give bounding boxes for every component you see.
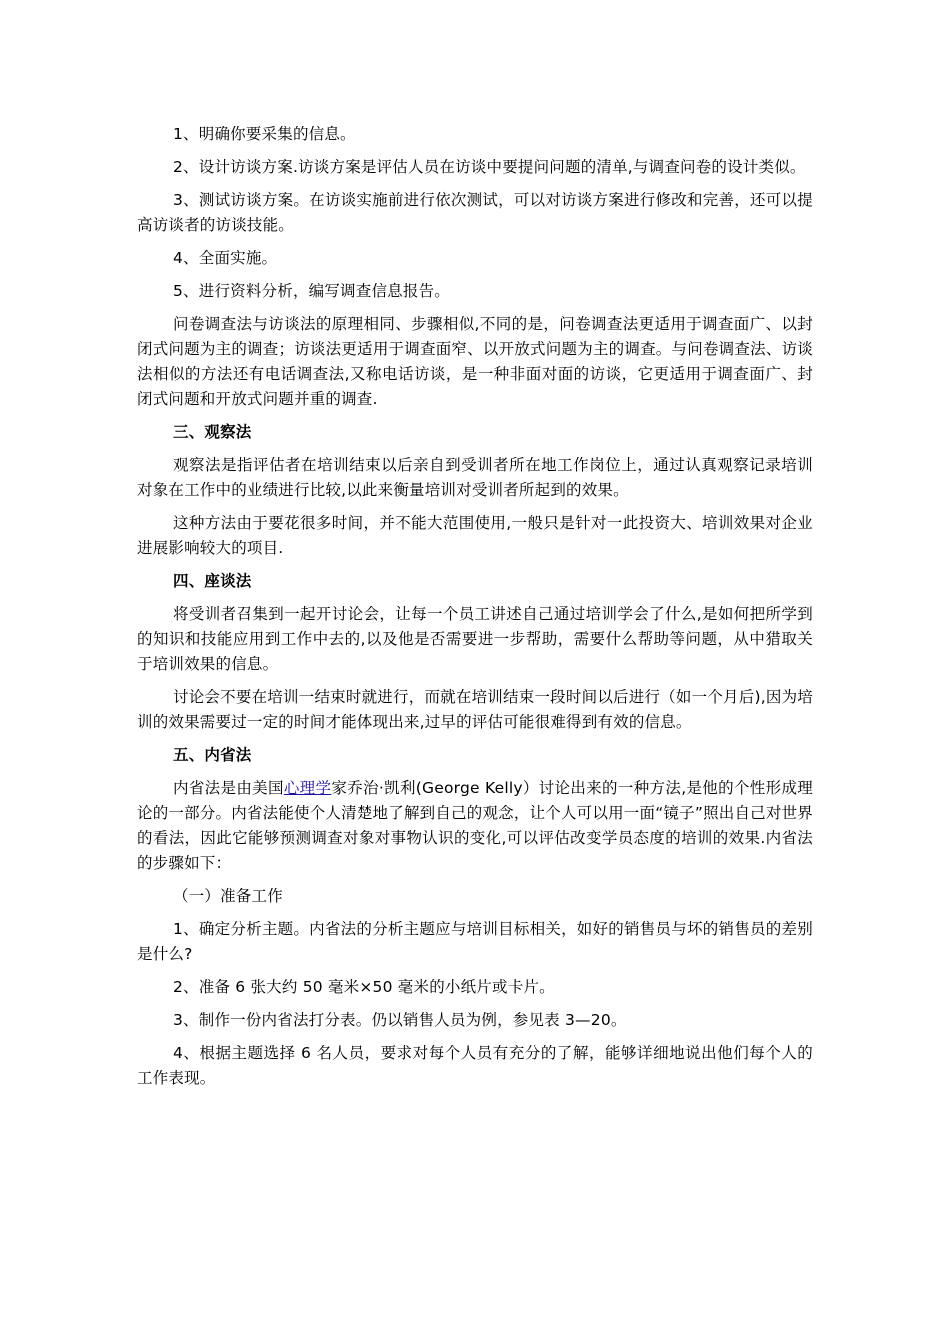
discussion-definition-paragraph: 将受训者召集到一起开讨论会，让每一个员工讲述自己通过培训学会了什么,是如何把所学到的知识和技能应用到工作中去的,以及他是否需要进一步帮助，需要什么帮助等问题，从中猎取关于培训效果的信息。	[137, 605, 813, 673]
introspection-text-rest: 家乔治·凯利(George Kelly）讨论出来的一种方法,是他的个性形成理论的一部分。内省法能使个人清楚地了解到自己的观念，让个人可以用一面“镜子”照出自己对世界的看法，因此它能够预测调查对象对事物认识的变化,可以评估改变学员态度的培训的效果.内省法的步骤如下：	[137, 779, 813, 872]
discussion-timing-paragraph: 讨论会不要在培训一结束时就进行，而就在培训结束一段时间以后进行（如一个月后),因为培训的效果需要过一定的时间才能体现出来,过早的评估可能很难得到有效的信息。	[137, 688, 813, 731]
prep-step-3-paragraph: 3、制作一份内省法打分表。仍以销售人员为例，参见表 3—20。	[173, 1011, 627, 1029]
step-1-paragraph: 1、明确你要采集的信息。	[173, 125, 356, 143]
psychology-link[interactable]: 心理学	[283, 779, 332, 797]
step-5-paragraph: 5、进行资料分析，编写调查信息报告。	[173, 282, 450, 300]
subsection-heading-preparation: （一）准备工作	[173, 887, 283, 905]
section-heading-introspection: 五、内省法	[173, 746, 252, 764]
prep-step-2-paragraph: 2、准备 6 张大约 50 毫米×50 毫米的小纸片或卡片。	[173, 978, 555, 996]
observation-definition-paragraph: 观察法是指评估者在培训结束以后亲自到受训者所在地工作岗位上，通过认真观察记录培训对象在工作中的业绩进行比较,以此来衡量培训对受训者所起到的效果。	[137, 456, 813, 499]
step-4-paragraph: 4、全面实施。	[173, 249, 278, 267]
document-body	[137, 122, 813, 1099]
step-2-paragraph: 2、设计访谈方案.访谈方案是评估人员在访谈中要提问问题的清单,与调查问卷的设计类似。	[173, 158, 806, 176]
introspection-text-start: 内省法是由美国	[173, 779, 284, 797]
step-3-paragraph: 3、测试访谈方案。在访谈实施前进行依次测试，可以对访谈方案进行修改和完善，还可以提高访谈者的访谈技能。	[137, 191, 813, 234]
observation-usage-paragraph: 这种方法由于要花很多时间，并不能大范围使用,一般只是针对一此投资大、培训效果对企业进展影响较大的项目.	[137, 514, 813, 557]
prep-step-1-paragraph: 1、确定分析主题。内省法的分析主题应与培训目标相关，如好的销售员与坏的销售员的差别是什么?	[137, 920, 813, 963]
comparison-paragraph: 问卷调查法与访谈法的原理相同、步骤相似,不同的是，问卷调查法更适用于调查面广、以封闭式问题为主的调查；访谈法更适用于调查面窄、以开放式问题为主的调查。与问卷调查法、访谈法相似的方法还有电话调查法,又称电话访谈，是一种非面对面的访谈，它更适用于调查面广、封闭式问题和开放式问题并重的调查.	[137, 315, 813, 408]
introspection-definition-paragraph	[137, 776, 813, 876]
section-heading-observation: 三、观察法	[173, 423, 252, 441]
section-heading-discussion: 四、座谈法	[173, 572, 252, 590]
prep-step-4-paragraph: 4、根据主题选择 6 名人员，要求对每个人员有充分的了解，能够详细地说出他们每个人的工作表现。	[137, 1044, 813, 1087]
